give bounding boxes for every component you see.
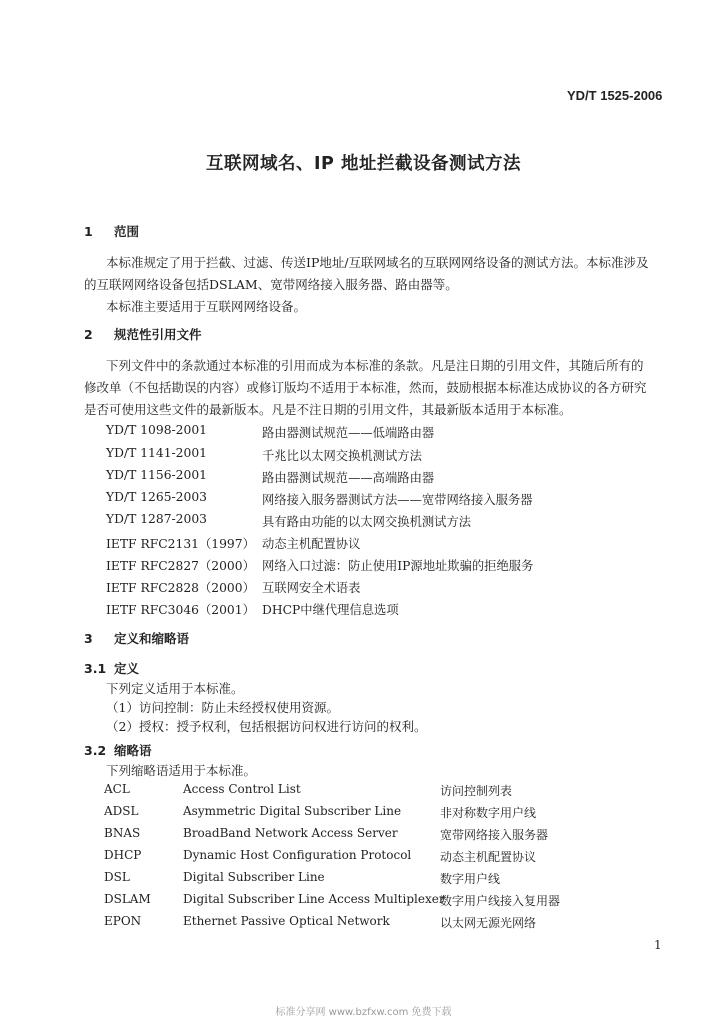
reference-title: 具有路由功能的以太网交换机测试方法: [262, 515, 472, 529]
reference-title: 路由器测试规范——低端路由器: [262, 426, 435, 440]
reference-title: DHCP中继代理信息选项: [262, 603, 399, 617]
abbreviation: DSL: [104, 870, 130, 884]
section-title: 规范性引用文件: [114, 327, 202, 342]
section-number: 3: [84, 631, 93, 646]
paragraph-line: 的互联网网络设备包括DSLAM、宽带网络接入服务器、路由器等。: [84, 277, 458, 292]
subsection-title: 缩略语: [114, 743, 152, 758]
abbreviation-english: Dynamic Host Configuration Protocol: [183, 848, 412, 862]
section-1-heading: [84, 222, 139, 240]
abbreviation: ADSL: [104, 804, 139, 818]
section-3-heading: [84, 629, 189, 647]
paragraph-line: 下列定义适用于本标准。: [106, 681, 244, 696]
paragraph-line: 下列缩略语适用于本标准。: [106, 763, 257, 778]
reference-title: 互联网安全术语表: [262, 581, 361, 595]
reference-code: IETF RFC3046（2001）: [106, 603, 255, 617]
reference-code: YD/T 1098-2001: [106, 423, 207, 437]
reference-title: 千兆比以太网交换机测试方法: [262, 449, 422, 463]
reference-title: 路由器测试规范——高端路由器: [262, 471, 435, 485]
abbreviation-chinese: 宽带网络接入服务器: [440, 828, 549, 842]
abbreviation-english: Access Control List: [183, 782, 301, 796]
subsection-number: 3.1: [84, 661, 107, 676]
reference-code: YD/T 1287-2003: [106, 512, 207, 526]
paragraph-line: 是否可使用这些文件的最新版本。凡是不注日期的引用文件，其最新版本适用于本标准。: [84, 402, 572, 417]
subsection-title: 定义: [114, 661, 140, 676]
watermark-footer: 标准分享网 www.bzfxw.com 免费下载: [275, 1007, 452, 1018]
section-number: 2: [84, 327, 93, 342]
page-number: 1: [654, 938, 662, 952]
reference-code: IETF RFC2131（1997）: [106, 537, 255, 551]
abbreviation-chinese: 非对称数字用户线: [440, 806, 537, 820]
document-title: 互联网域名、IP 地址拦截设备测试方法: [206, 154, 521, 174]
reference-title: 网络入口过滤：防止使用IP源地址欺骗的拒绝服务: [262, 559, 534, 573]
abbreviation-chinese: 访问控制列表: [440, 784, 513, 798]
abbreviation: EPON: [104, 914, 142, 928]
abbreviation-chinese: 数字用户线接入复用器: [440, 894, 561, 908]
reference-code: YD/T 1265-2003: [106, 490, 207, 504]
reference-code: YD/T 1156-2001: [106, 468, 207, 482]
section-number: 1: [84, 224, 93, 239]
subsection-number: 3.2: [84, 743, 107, 758]
paragraph-line: 下列文件中的条款通过本标准的引用而成为本标准的条款。凡是注日期的引用文件，其随后所有的: [106, 358, 644, 373]
abbreviation-english: Digital Subscriber Line: [183, 870, 325, 884]
paragraph-line: 修改单（不包括勘误的内容）或修订版均不适用于本标准，然而，鼓励根据本标准达成协议的各方研究: [84, 380, 647, 395]
paragraph-line: 本标准规定了用于拦截、过滤、传送IP地址/互联网域名的互联网网络设备的测试方法。本标准涉及: [106, 255, 649, 270]
abbreviation-chinese: 动态主机配置协议: [440, 850, 537, 864]
section-title: 范围: [114, 224, 140, 239]
section-title: 定义和缩略语: [114, 631, 190, 646]
abbreviation-chinese: 数字用户线: [440, 872, 501, 886]
abbreviation: BNAS: [104, 826, 141, 840]
subsection-3-2-heading: [84, 741, 152, 759]
section-2-heading: [84, 325, 202, 343]
paragraph-line: 本标准主要适用于互联网网络设备。: [106, 299, 307, 314]
definition-item: （2）授权：授予权利，包括根据访问权进行访问的权利。: [106, 719, 427, 734]
abbreviation-english: Ethernet Passive Optical Network: [183, 914, 390, 928]
abbreviation-english: BroadBand Network Access Server: [183, 826, 398, 840]
abbreviation-english: Asymmetric Digital Subscriber Line: [183, 804, 402, 818]
reference-code: YD/T 1141-2001: [106, 446, 207, 460]
definition-item: （1）访问控制：防止未经授权使用资源。: [106, 700, 339, 715]
reference-code: IETF RFC2828（2000）: [106, 581, 255, 595]
reference-title: 动态主机配置协议: [262, 537, 361, 551]
abbreviation-english: Digital Subscriber Line Access Multiplexer: [183, 892, 445, 906]
abbreviation: DSLAM: [104, 892, 151, 906]
reference-code: IETF RFC2827（2000）: [106, 559, 255, 573]
reference-title: 网络接入服务器测试方法——宽带网络接入服务器: [262, 493, 533, 507]
document-number: YD/T 1525-2006: [567, 88, 663, 103]
abbreviation: DHCP: [104, 848, 142, 862]
abbreviation: ACL: [104, 782, 130, 796]
abbreviation-chinese: 以太网无源光网络: [440, 916, 537, 930]
subsection-3-1-heading: [84, 659, 139, 677]
